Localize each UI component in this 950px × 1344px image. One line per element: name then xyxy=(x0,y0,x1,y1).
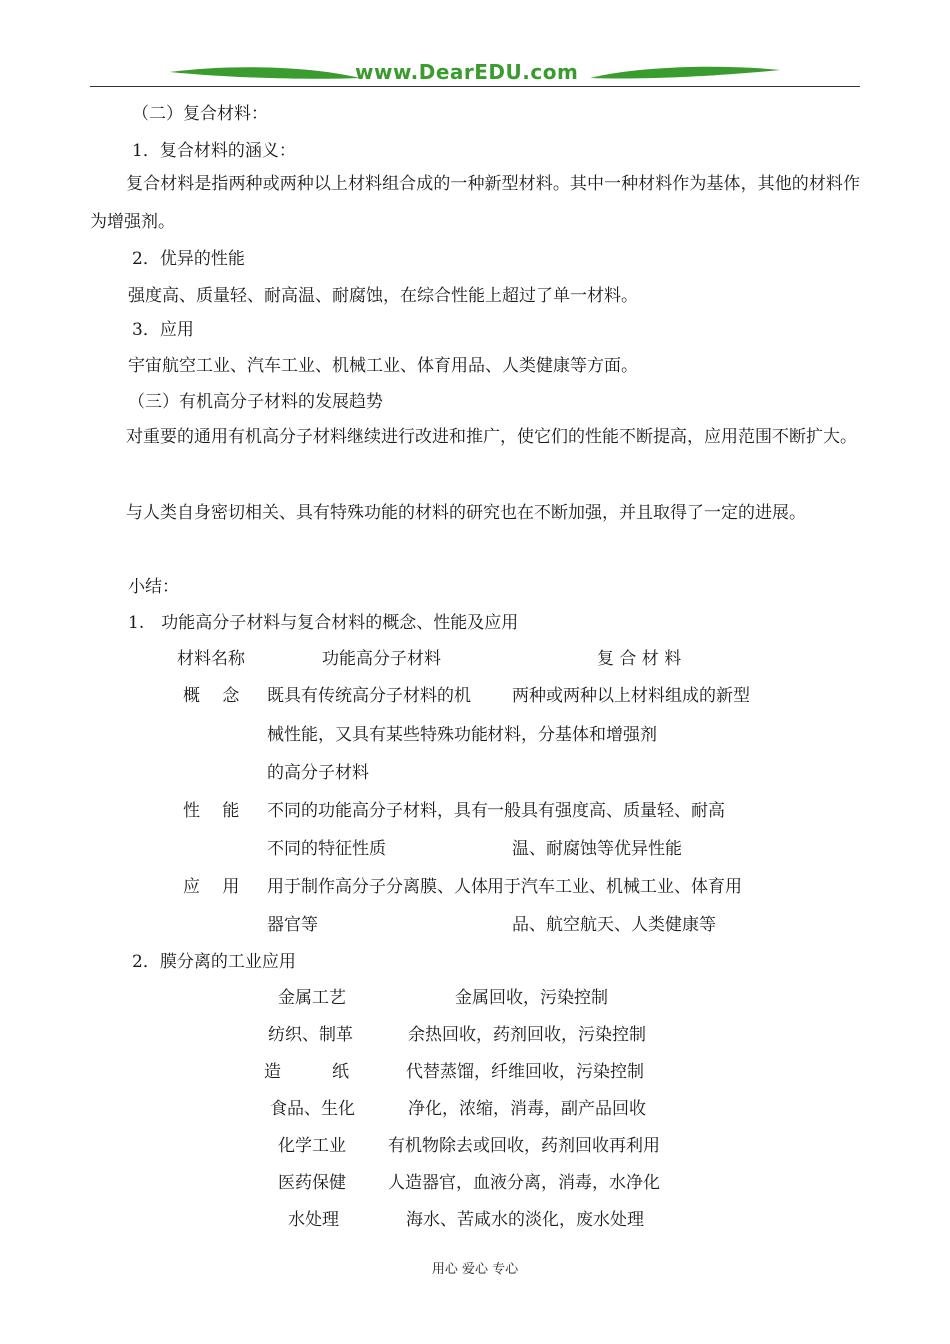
paragraph-trend-2: 与人类自身密切相关、具有特殊功能的材料的研究也在不断加强，并且取得了一定的进展。 xyxy=(126,503,806,523)
paragraph-trend-1: 对重要的通用有机高分子材料继续进行改进和推广，使它们的性能不断提高，应用范围不断扩大。 xyxy=(126,427,857,447)
compare-cell: 的高分子材料 xyxy=(267,763,369,783)
paragraph-properties: 强度高、质量轻、耐高温、耐腐蚀，在综合性能上超过了单一材料。 xyxy=(128,286,638,306)
compare-cell: 既具有传统高分子材料的机 xyxy=(267,686,471,706)
compare-cell: 用于汽车工业、机械工业、体育用 xyxy=(487,877,742,897)
compare-cell: 械性能，又具有某些特殊功能 xyxy=(267,725,488,745)
compare-row-label-property: 性 能 xyxy=(183,801,240,821)
membrane-use: 人造器官，血液分离，消毒，水净化 xyxy=(388,1173,660,1193)
page-footer: 用心 爱心 专心 xyxy=(431,1262,519,1277)
membrane-field: 化学工业 xyxy=(278,1136,346,1156)
section-title-composite: （二）复合材料： xyxy=(132,104,268,124)
compare-row-label-concept: 概 念 xyxy=(183,686,240,706)
site-logo-text: www.DearEDU.com xyxy=(355,60,579,84)
compare-row-label-application: 应 用 xyxy=(183,877,240,897)
subtitle-applications: 3．应用 xyxy=(132,320,194,340)
compare-cell: 温、耐腐蚀等优异性能 xyxy=(512,839,682,859)
compare-cell: 器官等 xyxy=(267,915,318,935)
compare-header-name: 材料名称 xyxy=(177,649,245,669)
membrane-use: 余热回收，药剂回收，污染控制 xyxy=(408,1025,646,1045)
summary-item-2: 2．膜分离的工业应用 xyxy=(132,952,296,972)
compare-cell: 不同的特征性质 xyxy=(267,839,386,859)
paragraph-definition: 复合材料是指两种或两种以上材料组合成的一种新型材料。其中一种材料作为基体，其他的材料作为增强剂。 xyxy=(90,174,860,232)
membrane-field: 食品、生化 xyxy=(270,1099,355,1119)
subtitle-properties: 2．优异的性能 xyxy=(132,249,245,269)
summary-item-1: 1. 功能高分子材料与复合材料的概念、性能及应用 xyxy=(128,613,519,633)
compare-cell: 用于制作高分子分离膜、人体 xyxy=(267,877,488,897)
membrane-use: 净化，浓缩，消毒，副产品回收 xyxy=(408,1099,646,1119)
membrane-use: 代替蒸馏，纤维回收，污染控制 xyxy=(406,1062,644,1082)
membrane-field: 医药保健 xyxy=(278,1173,346,1193)
membrane-field: 金属工艺 xyxy=(278,988,346,1008)
membrane-use: 金属回收，污染控制 xyxy=(455,988,608,1008)
membrane-field: 水处理 xyxy=(288,1210,339,1230)
compare-cell: 品、航空航天、人类健康等 xyxy=(512,915,716,935)
membrane-use: 海水、苦咸水的淡化，废水处理 xyxy=(406,1210,644,1230)
compare-cell: 一般具有强度高、质量轻、耐高 xyxy=(487,801,725,821)
compare-cell: 不同的功能高分子材料，具有 xyxy=(267,801,488,821)
section-title-trend: （三）有机高分子材料的发展趋势 xyxy=(128,392,383,412)
membrane-use: 有机物除去或回收，药剂回收再利用 xyxy=(388,1136,660,1156)
summary-title: 小结： xyxy=(128,577,179,597)
membrane-field: 纺织、制革 xyxy=(268,1025,353,1045)
membrane-field: 造 纸 xyxy=(264,1062,349,1082)
header-rule xyxy=(90,86,860,87)
subtitle-definition: 1．复合材料的涵义： xyxy=(132,141,296,161)
compare-cell: 材料，分基体和增强剂 xyxy=(487,725,657,745)
compare-header-functional: 功能高分子材料 xyxy=(322,649,441,669)
compare-header-composite: 复 合 材 料 xyxy=(597,649,682,669)
compare-cell: 两种或两种以上材料组成的新型 xyxy=(512,686,750,706)
paragraph-applications: 宇宙航空工业、汽车工业、机械工业、体育用品、人类健康等方面。 xyxy=(128,356,638,376)
